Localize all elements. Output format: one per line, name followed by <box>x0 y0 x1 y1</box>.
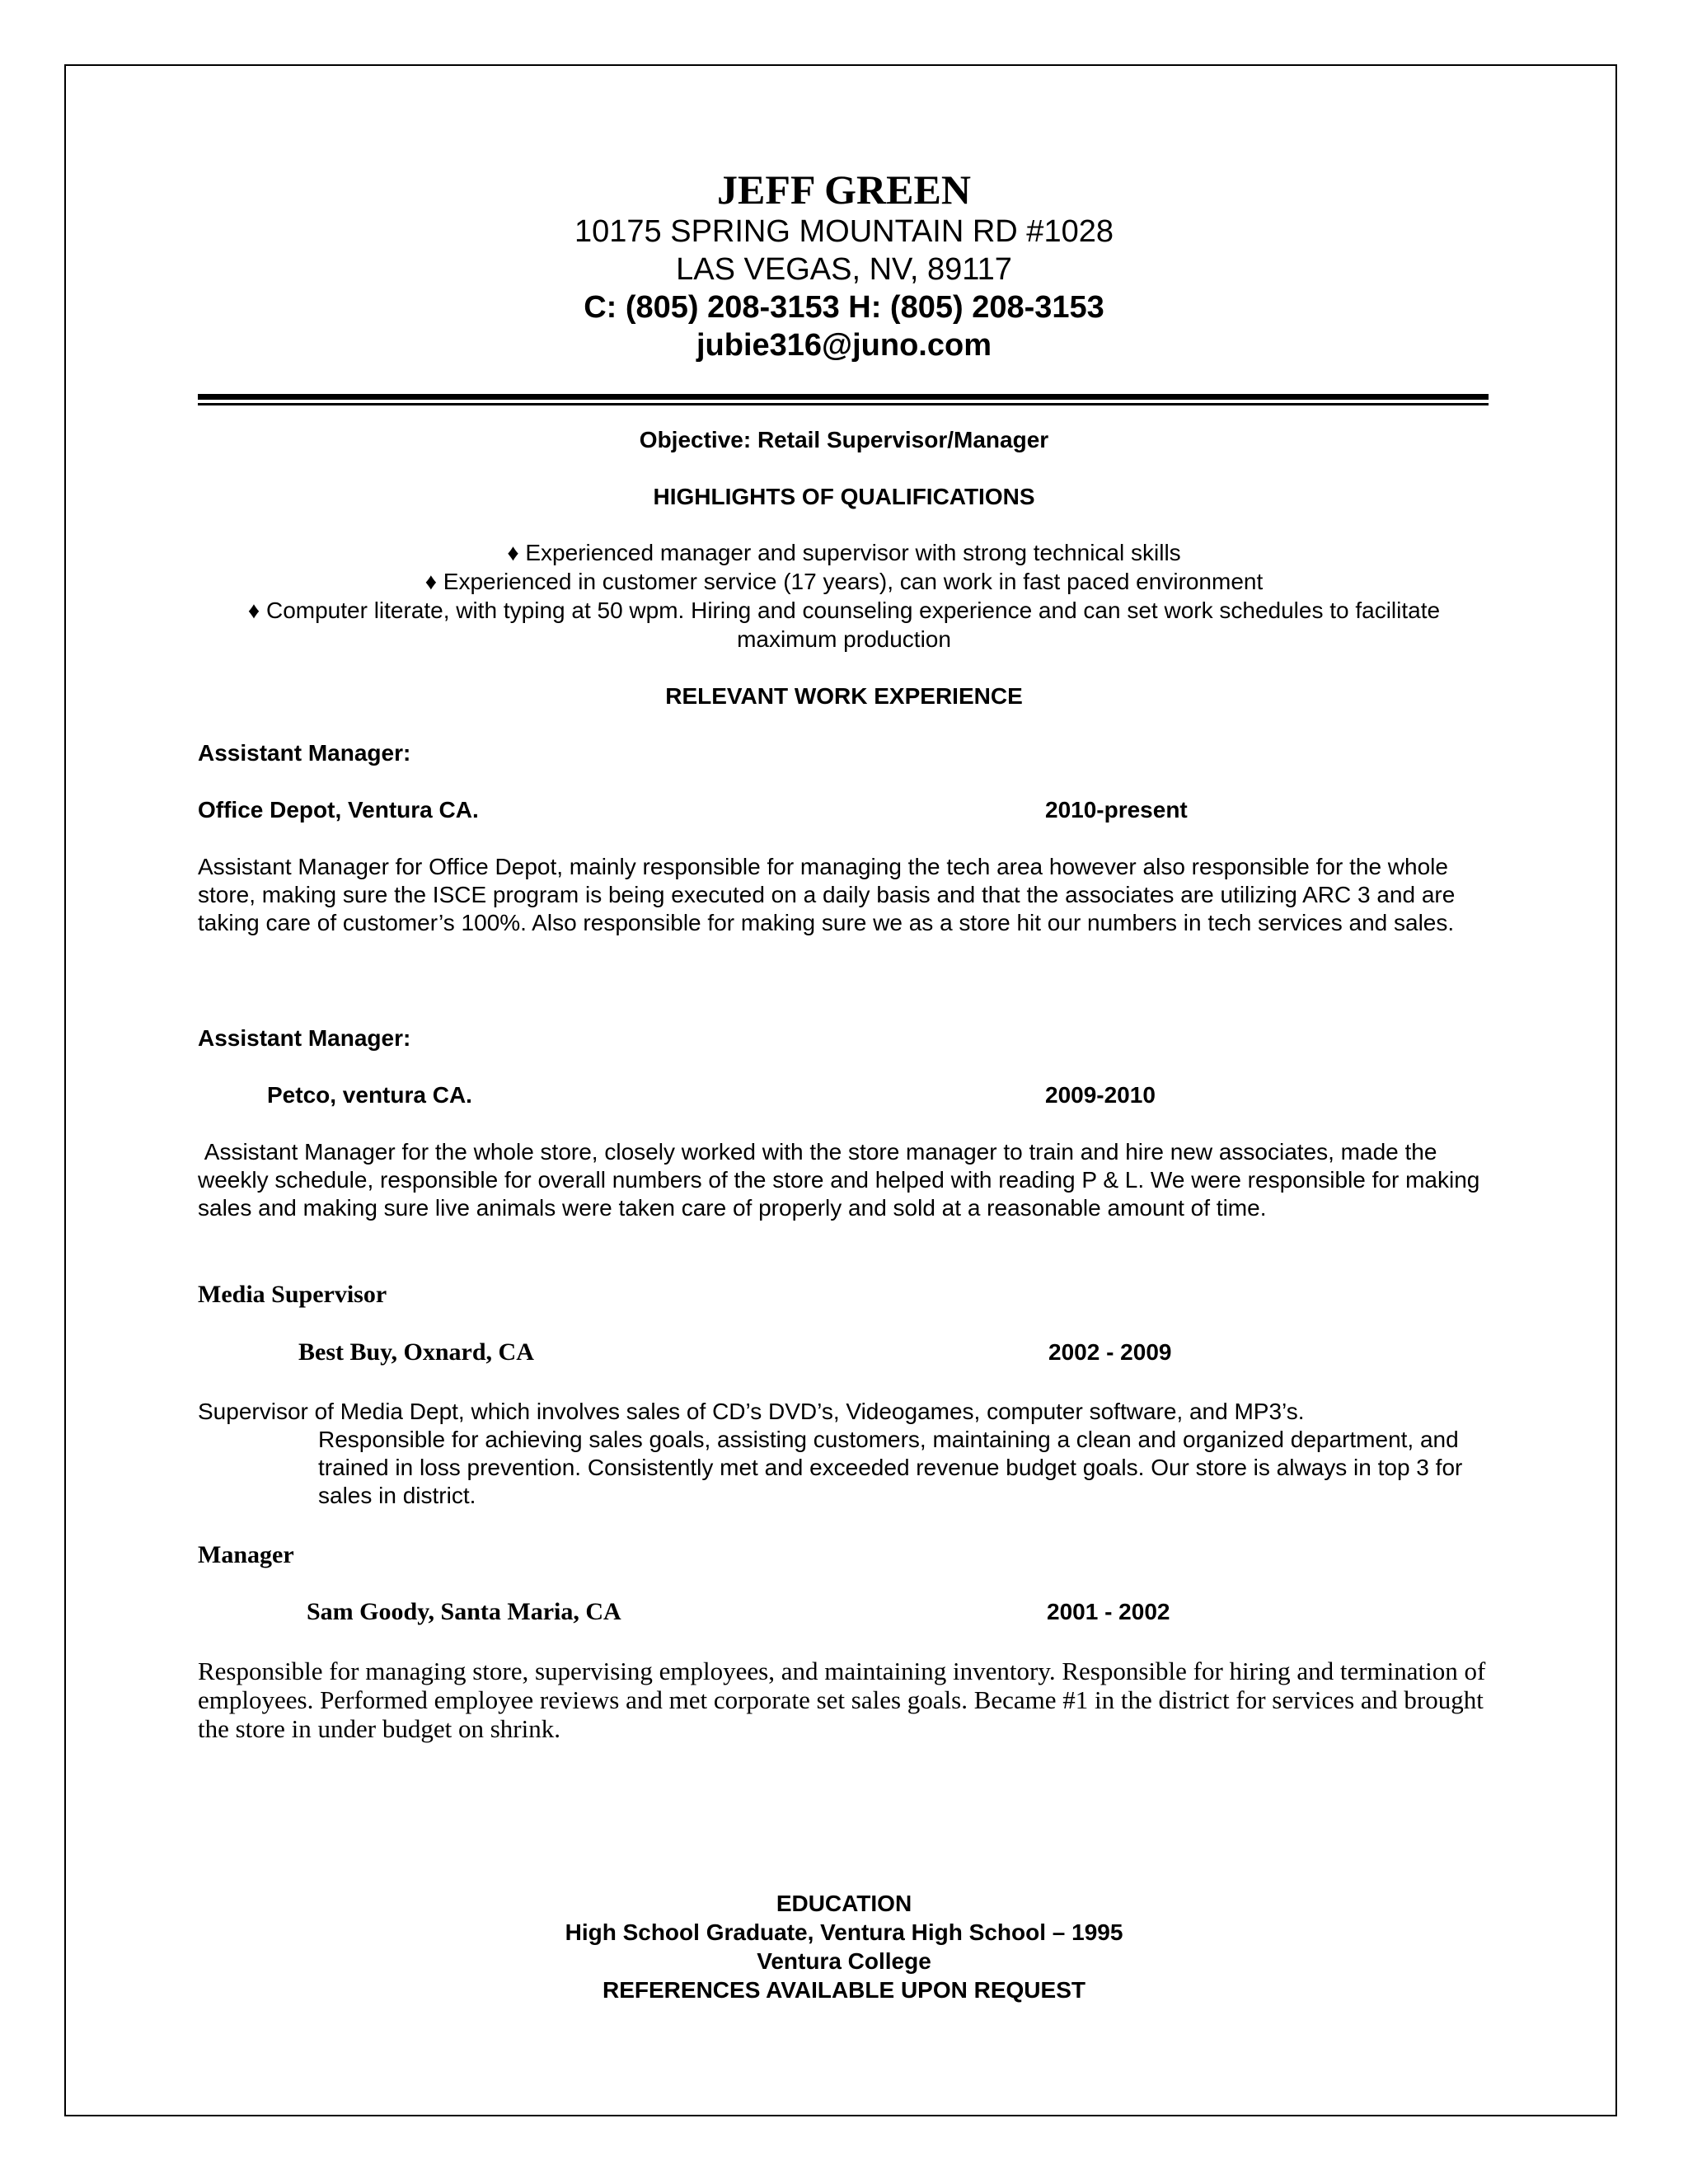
references-note: REFERENCES AVAILABLE UPON REQUEST <box>603 1977 1085 2003</box>
address-line-1: 10175 SPRING MOUNTAIN RD #1028 <box>574 214 1114 249</box>
job-dates: 2002 - 2009 <box>1048 1339 1172 1365</box>
education-line: High School Graduate, Ventura High School – 1995 <box>565 1919 1123 1945</box>
phone-numbers: C: (805) 208-3153 H: (805) 208-3153 <box>584 290 1104 325</box>
job-description: Assistant Manager for Office Depot, mainly responsible for managing the tech area however also responsible for the whole store, making sure the ISCE program is being executed on a daily basis and that the associates are utilizing ARC 3 and are taking care of customer’s 100%. Also responsible for making sure we as a store hit our numbers in tech services and sales. <box>198 854 1456 935</box>
job-title: Manager <box>198 1541 294 1568</box>
job-description-continued: Responsible for achieving sales goals, assisting customers, maintaining a clean and organized department, and trained in loss prevention. Consistently met and exceeded revenue budget goals. Our store is always in top 3 for sales in district. <box>318 1427 1463 1508</box>
job-title: Assistant Manager: <box>198 1025 411 1051</box>
job-title: Assistant Manager: <box>198 740 411 766</box>
job-title: Media Supervisor <box>198 1281 387 1308</box>
job-description-first-line: Supervisor of Media Dept, which involves sales of CD’s DVD’s, Videogames, computer software, and MP3’s. <box>198 1399 1305 1424</box>
highlights-heading: HIGHLIGHTS OF QUALIFICATIONS <box>653 484 1035 509</box>
experience-heading: RELEVANT WORK EXPERIENCE <box>665 683 1023 709</box>
candidate-name: JEFF GREEN <box>717 166 971 213</box>
job-company: Office Depot, Ventura CA. <box>198 797 479 823</box>
header-divider-thin <box>198 403 1489 405</box>
address-line-2: LAS VEGAS, NV, 89117 <box>676 252 1012 287</box>
education-line: Ventura College <box>757 1948 931 1974</box>
education-heading: EDUCATION <box>776 1891 912 1916</box>
job-company: Petco, ventura CA. <box>267 1082 472 1108</box>
job-description <box>198 1398 1467 1510</box>
highlight-item: ♦ Computer literate, with typing at 50 wpm. Hiring and counseling experience and can set work schedules to facilitate <box>247 598 1441 623</box>
job-description: Responsible for managing store, supervising employees, and maintaining inventory. Responsible for hiring and termination of employees. Performed employee reviews and met corporate set sales goals. Became #1 in the district for services and brought the store in under budget on shrink. <box>198 1657 1486 1743</box>
email-address: jubie316@juno.com <box>696 328 992 363</box>
job-description: Assistant Manager for the whole store, closely worked with the store manager to train and hire new associates, made the weekly schedule, responsible for overall numbers of the store and helped with reading P & L. We were responsible for making sales and making sure live animals were taken care of properly and sold at a reasonable amount of time. <box>198 1139 1487 1221</box>
highlight-item: maximum production <box>737 626 951 652</box>
job-dates: 2009-2010 <box>1045 1082 1156 1108</box>
job-company: Sam Goody, Santa Maria, CA <box>307 1598 621 1625</box>
job-company: Best Buy, Oxnard, CA <box>298 1338 534 1366</box>
job-dates: 2001 - 2002 <box>1047 1599 1170 1624</box>
job-dates: 2010-present <box>1045 797 1188 823</box>
highlight-item: ♦ Experienced in customer service (17 years), can work in fast paced environment <box>424 569 1264 594</box>
header-divider-thick <box>198 394 1489 400</box>
highlight-item: ♦ Experienced manager and supervisor with strong technical skills <box>507 540 1181 565</box>
objective: Objective: Retail Supervisor/Manager <box>639 427 1049 452</box>
